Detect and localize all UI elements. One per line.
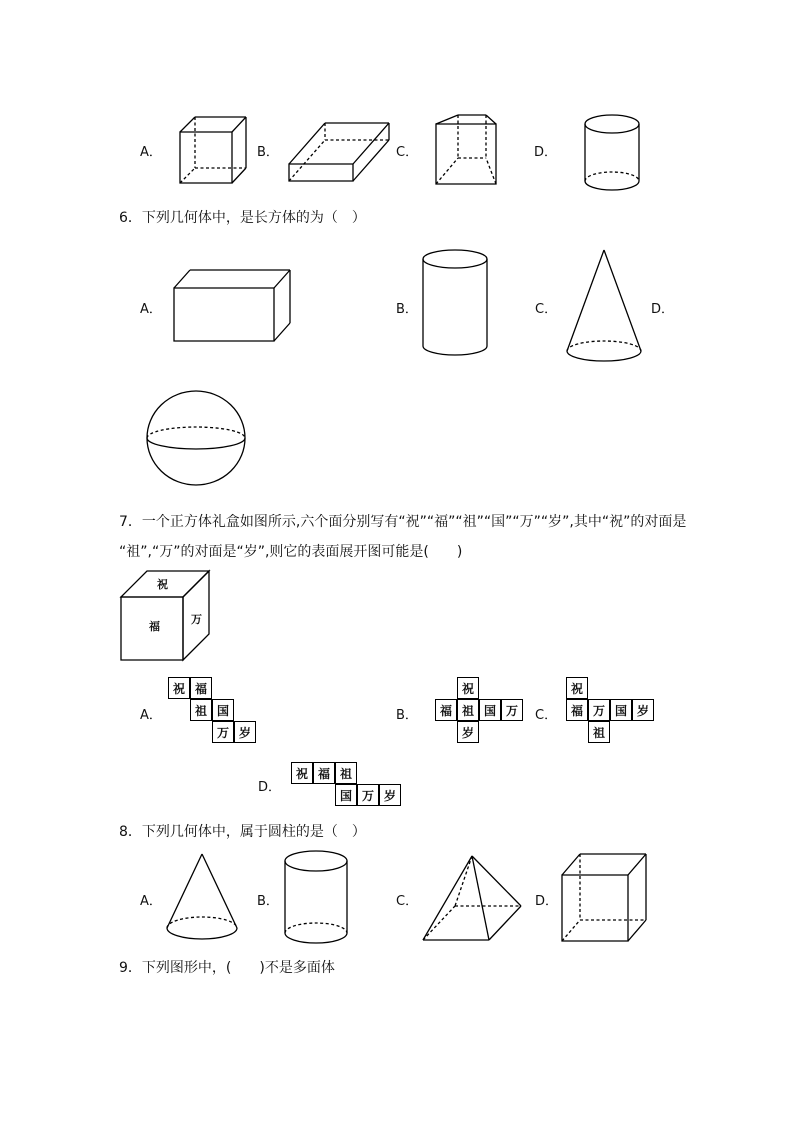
net-cell: 国 <box>335 784 357 806</box>
net-cell: 祝 <box>457 677 479 699</box>
q5-option-d-label: D． <box>534 145 558 160</box>
net-cell: 祝 <box>168 677 190 699</box>
q7-option-a-label: A． <box>140 708 162 723</box>
net-cell: 万 <box>588 699 610 721</box>
q7-cube-top-char: 祝 <box>157 578 168 591</box>
q9-question-text: 9．下列图形中，( )不是多面体 <box>119 960 335 976</box>
q6-option-b-label: B． <box>396 302 418 317</box>
net-cell: 福 <box>190 677 212 699</box>
q8-option-c-label: C． <box>396 894 419 909</box>
q8-option-d-label: D． <box>535 894 559 909</box>
net-cell: 祖 <box>190 699 212 721</box>
q7-option-d-label: D． <box>258 780 282 795</box>
q8-option-a-label: A． <box>140 894 162 909</box>
net-cell: 岁 <box>457 721 479 743</box>
q5-option-b-label: B． <box>257 145 279 160</box>
q7-option-c-label: C． <box>535 708 558 723</box>
net-cell: 祖 <box>588 721 610 743</box>
q8-question-text: 8．下列几何体中，属于圆柱的是（ ） <box>119 824 366 840</box>
q5-option-a-label: A． <box>140 145 162 160</box>
net-cell: 国 <box>479 699 501 721</box>
q8-option-b-label: B． <box>257 894 279 909</box>
net-cell: 岁 <box>379 784 401 806</box>
net-cell: 万 <box>212 721 234 743</box>
net-cell: 国 <box>610 699 632 721</box>
net-cell: 祝 <box>566 677 588 699</box>
q7-cube-front-char: 福 <box>149 620 160 633</box>
net-cell: 福 <box>313 762 335 784</box>
net-cell: 万 <box>501 699 523 721</box>
q6-option-c-label: C． <box>535 302 558 317</box>
net-cell: 岁 <box>234 721 256 743</box>
q7-question-line-1: 7．一个正方体礼盒如图所示,六个面分别写有“祝”“福”“祖”“国”“万”“岁”,其中“祝”的对面是 <box>119 514 687 530</box>
q6-question-text: 6．下列几何体中，是长方体的为（ ） <box>119 210 366 226</box>
q7-cube-right-char: 万 <box>191 613 202 626</box>
net-cell: 祖 <box>457 699 479 721</box>
q5-option-c-label: C． <box>396 145 419 160</box>
net-cell: 福 <box>566 699 588 721</box>
q6-option-a-label: A． <box>140 302 162 317</box>
net-cell: 祝 <box>291 762 313 784</box>
net-cell: 万 <box>357 784 379 806</box>
q7-question-line-2: “祖”,“万”的对面是“岁”,则它的表面展开图可能是( ) <box>119 544 463 560</box>
net-cell: 国 <box>212 699 234 721</box>
net-cell: 岁 <box>632 699 654 721</box>
q7-option-b-label: B． <box>396 708 418 723</box>
q6-option-d-label: D． <box>651 302 675 317</box>
net-cell: 祖 <box>335 762 357 784</box>
net-cell: 福 <box>435 699 457 721</box>
